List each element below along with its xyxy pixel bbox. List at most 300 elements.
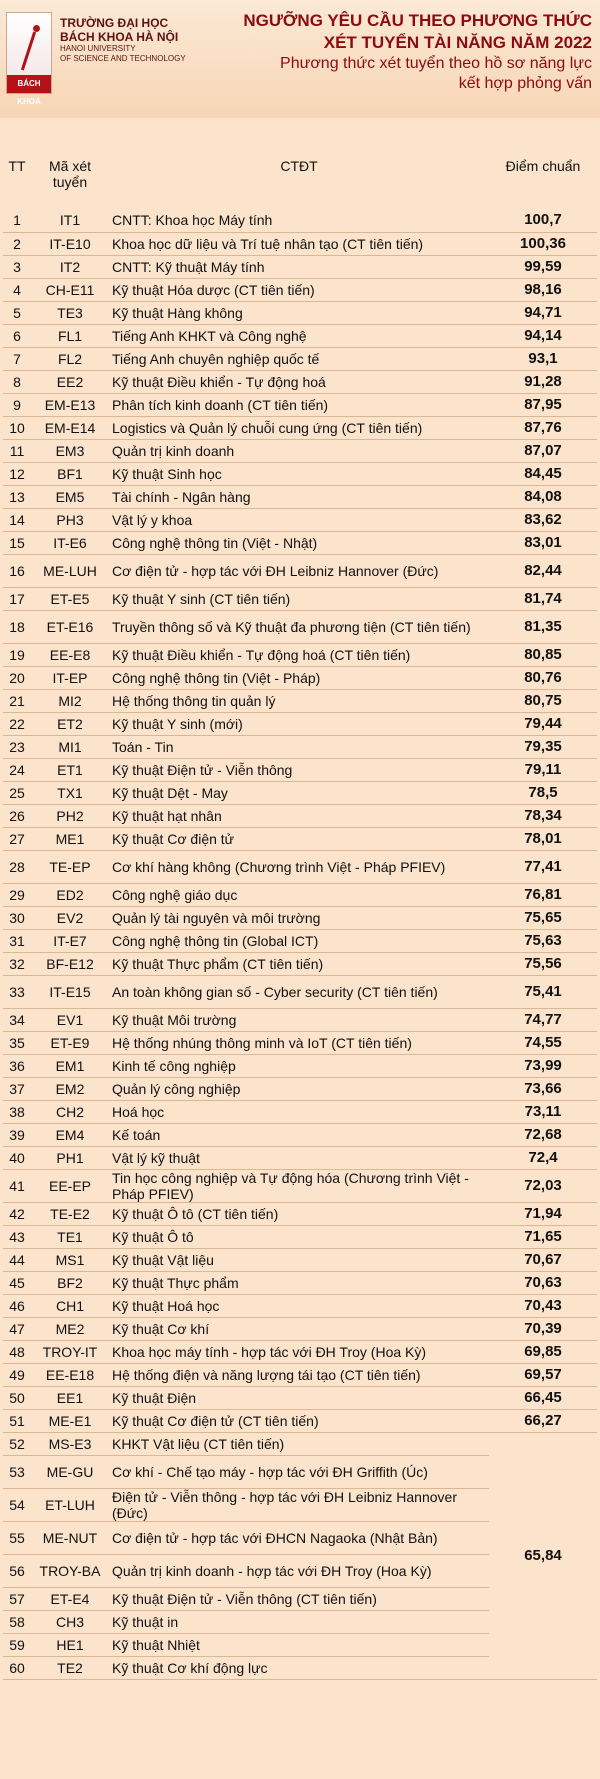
logo-mark-icon <box>17 16 41 23</box>
table-row <box>3 975 597 1008</box>
cell-tt: 9 <box>3 393 31 416</box>
cell-tt: 60 <box>3 1656 31 1679</box>
score-table <box>3 156 597 1680</box>
cell-diem: 94,14 <box>489 324 597 347</box>
cell-diem: 66,45 <box>489 1386 597 1409</box>
cell-tt: 28 <box>3 850 31 883</box>
table-row <box>3 906 597 929</box>
cell-ma: TE2 <box>31 1656 109 1679</box>
cell-tt: 58 <box>3 1610 31 1633</box>
cell-ctdt: Công nghệ thông tin (Việt - Pháp) <box>109 666 489 689</box>
table-row <box>3 324 597 347</box>
table-row <box>3 850 597 883</box>
table-row <box>3 587 597 610</box>
table-row <box>3 1054 597 1077</box>
cell-tt: 56 <box>3 1554 31 1587</box>
cell-diem: 78,01 <box>489 827 597 850</box>
cell-diem: 73,99 <box>489 1054 597 1077</box>
table-row <box>3 485 597 508</box>
table-row <box>3 712 597 735</box>
cell-group-score: 65,84 <box>489 1432 597 1679</box>
cell-ma: ME-GU <box>31 1455 109 1488</box>
cell-ma: IT1 <box>31 209 109 232</box>
cell-tt: 22 <box>3 712 31 735</box>
table-row <box>3 1100 597 1123</box>
cell-tt: 51 <box>3 1409 31 1432</box>
cell-tt: 35 <box>3 1031 31 1054</box>
cell-ma: CH3 <box>31 1610 109 1633</box>
cell-ctdt: Kỹ thuật Điện tử - Viễn thông (CT tiên tiến) <box>109 1587 489 1610</box>
cell-ma: EE2 <box>31 370 109 393</box>
cell-ctdt: Cơ khí - Chế tạo máy - hợp tác với ĐH Griffith (Úc) <box>109 1455 489 1488</box>
cell-ma: IT2 <box>31 255 109 278</box>
cell-ma: MI2 <box>31 689 109 712</box>
cell-tt: 18 <box>3 610 31 643</box>
cell-ma: ME-NUT <box>31 1521 109 1554</box>
table-row <box>3 462 597 485</box>
cell-tt: 39 <box>3 1123 31 1146</box>
cell-ma: PH2 <box>31 804 109 827</box>
cell-tt: 43 <box>3 1225 31 1248</box>
table-row <box>3 531 597 554</box>
cell-ma: EM-E13 <box>31 393 109 416</box>
logo-text: BÁCH KHOA <box>7 75 51 93</box>
table-row <box>3 301 597 324</box>
cell-ma: CH-E11 <box>31 278 109 301</box>
cell-diem: 81,74 <box>489 587 597 610</box>
school-line-4: OF SCIENCE AND TECHNOLOGY <box>60 54 186 63</box>
cell-diem: 80,85 <box>489 643 597 666</box>
cell-tt: 14 <box>3 508 31 531</box>
cell-diem: 75,41 <box>489 975 597 1008</box>
cell-tt: 15 <box>3 531 31 554</box>
cell-tt: 49 <box>3 1363 31 1386</box>
cell-tt: 52 <box>3 1432 31 1455</box>
cell-tt: 36 <box>3 1054 31 1077</box>
cell-diem: 83,62 <box>489 508 597 531</box>
cell-ma: TX1 <box>31 781 109 804</box>
school-line-1: TRƯỜNG ĐẠI HỌC <box>60 16 169 30</box>
table-row <box>3 781 597 804</box>
cell-ma: TE1 <box>31 1225 109 1248</box>
cell-ma: ET-E9 <box>31 1031 109 1054</box>
cell-diem: 76,81 <box>489 883 597 906</box>
cell-ctdt: Tiếng Anh KHKT và Công nghệ <box>109 324 489 347</box>
cell-ctdt: An toàn không gian số - Cyber security (CT tiên tiến) <box>109 975 489 1008</box>
cell-diem: 100,7 <box>489 209 597 232</box>
cell-ma: CH2 <box>31 1100 109 1123</box>
cell-diem: 73,66 <box>489 1077 597 1100</box>
cell-ctdt: Kỹ thuật in <box>109 1610 489 1633</box>
table-row <box>3 804 597 827</box>
cell-diem: 84,08 <box>489 485 597 508</box>
cell-tt: 59 <box>3 1633 31 1656</box>
cell-ma: ET-E5 <box>31 587 109 610</box>
cell-diem: 77,41 <box>489 850 597 883</box>
table-header-row <box>3 156 597 209</box>
cell-ma: EE1 <box>31 1386 109 1409</box>
table-row <box>3 347 597 370</box>
table-row <box>3 416 597 439</box>
cell-tt: 42 <box>3 1202 31 1225</box>
cell-tt: 40 <box>3 1146 31 1169</box>
cell-tt: 34 <box>3 1008 31 1031</box>
table-row <box>3 758 597 781</box>
cell-ctdt: Cơ khí hàng không (Chương trình Việt - Pháp PFIEV) <box>109 850 489 883</box>
cell-ctdt: Hoá học <box>109 1100 489 1123</box>
table-row <box>3 689 597 712</box>
cell-ctdt: Kỹ thuật Thực phẩm (CT tiên tiến) <box>109 952 489 975</box>
cell-diem: 69,57 <box>489 1363 597 1386</box>
cell-tt: 45 <box>3 1271 31 1294</box>
cell-diem: 72,03 <box>489 1169 597 1202</box>
header-banner <box>0 0 600 118</box>
cell-ma: MS-E3 <box>31 1432 109 1455</box>
school-line-2: BÁCH KHOA HÀ NỘI <box>60 30 179 44</box>
cell-ma: ET-E4 <box>31 1587 109 1610</box>
cell-ma: MI1 <box>31 735 109 758</box>
cell-tt: 46 <box>3 1294 31 1317</box>
cell-diem: 81,35 <box>489 610 597 643</box>
cell-diem: 74,55 <box>489 1031 597 1054</box>
table-row <box>3 1146 597 1169</box>
table-row <box>3 255 597 278</box>
cell-ctdt: Kỹ thuật Cơ khí <box>109 1317 489 1340</box>
cell-ctdt: Kỹ thuật Cơ khí động lực <box>109 1656 489 1679</box>
cell-diem: 78,34 <box>489 804 597 827</box>
cell-ctdt: Kỹ thuật Cơ điện tử <box>109 827 489 850</box>
cell-ma: EV1 <box>31 1008 109 1031</box>
table-row <box>3 1248 597 1271</box>
cell-ma: EM5 <box>31 485 109 508</box>
cell-ma: TE3 <box>31 301 109 324</box>
cell-ctdt: Tài chính - Ngân hàng <box>109 485 489 508</box>
cell-ma: EM-E14 <box>31 416 109 439</box>
cell-ctdt: KHKT Vật liệu (CT tiên tiến) <box>109 1432 489 1455</box>
cell-ctdt: Quản lý công nghiệp <box>109 1077 489 1100</box>
cell-tt: 5 <box>3 301 31 324</box>
cell-tt: 32 <box>3 952 31 975</box>
cell-ma: IT-E6 <box>31 531 109 554</box>
table-row <box>3 827 597 850</box>
cell-tt: 19 <box>3 643 31 666</box>
cell-ma: EE-EP <box>31 1169 109 1202</box>
table-row <box>3 952 597 975</box>
cell-tt: 7 <box>3 347 31 370</box>
cell-tt: 11 <box>3 439 31 462</box>
cell-ctdt: Kỹ thuật Thực phẩm <box>109 1271 489 1294</box>
cell-ctdt: Hệ thống nhúng thông minh và IoT (CT tiên tiến) <box>109 1031 489 1054</box>
table-row <box>3 1317 597 1340</box>
cell-tt: 50 <box>3 1386 31 1409</box>
table-row <box>3 1409 597 1432</box>
cell-ctdt: Tin học công nghiệp và Tự động hóa (Chương trình Việt - Pháp PFIEV) <box>109 1169 489 1202</box>
table-row <box>3 209 597 232</box>
cell-ma: ET1 <box>31 758 109 781</box>
cell-ma: CH1 <box>31 1294 109 1317</box>
cell-ctdt: Kỹ thuật Hàng không <box>109 301 489 324</box>
cell-tt: 4 <box>3 278 31 301</box>
cell-ctdt: Kỹ thuật Sinh học <box>109 462 489 485</box>
table-row <box>3 929 597 952</box>
table-row <box>3 1077 597 1100</box>
cell-ctdt: Kỹ thuật Dệt - May <box>109 781 489 804</box>
cell-diem: 100,36 <box>489 232 597 255</box>
cell-diem: 70,67 <box>489 1248 597 1271</box>
cell-diem: 66,27 <box>489 1409 597 1432</box>
table-row <box>3 393 597 416</box>
cell-ctdt: Khoa học dữ liệu và Trí tuệ nhân tạo (CT tiên tiến) <box>109 232 489 255</box>
cell-tt: 48 <box>3 1340 31 1363</box>
table-row <box>3 1386 597 1409</box>
title-block <box>202 10 592 94</box>
table-row <box>3 1169 597 1202</box>
cell-ma: ED2 <box>31 883 109 906</box>
subtitle-line-1: Phương thức xét tuyển theo hồ sơ năng lực <box>280 55 592 72</box>
table-row <box>3 1225 597 1248</box>
cell-ma: EE-E8 <box>31 643 109 666</box>
cell-ctdt: Kế toán <box>109 1123 489 1146</box>
cell-ctdt: Kỹ thuật Hóa dược (CT tiên tiến) <box>109 278 489 301</box>
cell-tt: 13 <box>3 485 31 508</box>
cell-diem: 87,07 <box>489 439 597 462</box>
cell-tt: 23 <box>3 735 31 758</box>
table-row <box>3 278 597 301</box>
cell-diem: 70,39 <box>489 1317 597 1340</box>
cell-ctdt: Cơ điện tử - hợp tác với ĐHCN Nagaoka (Nhật Bản) <box>109 1521 489 1554</box>
cell-ctdt: Kỹ thuật Cơ điện tử (CT tiên tiến) <box>109 1409 489 1432</box>
cell-tt: 17 <box>3 587 31 610</box>
cell-diem: 79,35 <box>489 735 597 758</box>
table-row <box>3 439 597 462</box>
header-diem: Điểm chuẩn <box>505 158 581 174</box>
cell-ma: EM4 <box>31 1123 109 1146</box>
cell-ma: ET-LUH <box>31 1488 109 1521</box>
cell-ma: EE-E18 <box>31 1363 109 1386</box>
cell-ma: FL2 <box>31 347 109 370</box>
cell-ma: ET2 <box>31 712 109 735</box>
cell-ma: PH3 <box>31 508 109 531</box>
cell-ctdt: Cơ điện tử - hợp tác với ĐH Leibniz Hannover (Đức) <box>109 554 489 587</box>
cell-diem: 75,63 <box>489 929 597 952</box>
table-row <box>3 610 597 643</box>
cell-tt: 25 <box>3 781 31 804</box>
cell-diem: 74,77 <box>489 1008 597 1031</box>
cell-diem: 78,5 <box>489 781 597 804</box>
header-tt: TT <box>8 158 26 174</box>
cell-ma: EM1 <box>31 1054 109 1077</box>
cell-diem: 70,63 <box>489 1271 597 1294</box>
cell-ctdt: Phân tích kinh doanh (CT tiên tiến) <box>109 393 489 416</box>
cell-ma: ME-LUH <box>31 554 109 587</box>
table-row <box>3 508 597 531</box>
cell-diem: 80,76 <box>489 666 597 689</box>
cell-ctdt: Truyền thông số và Kỹ thuật đa phương tiện (CT tiên tiến) <box>109 610 489 643</box>
cell-diem: 79,11 <box>489 758 597 781</box>
cell-tt: 37 <box>3 1077 31 1100</box>
cell-ma: BF2 <box>31 1271 109 1294</box>
header-ma: Mã xét tuyển <box>48 158 91 190</box>
table-row <box>3 1363 597 1386</box>
cell-ma: FL1 <box>31 324 109 347</box>
cell-ctdt: Công nghệ thông tin (Việt - Nhật) <box>109 531 489 554</box>
cell-ctdt: Kỹ thuật Điện <box>109 1386 489 1409</box>
cell-ma: EV2 <box>31 906 109 929</box>
cell-tt: 8 <box>3 370 31 393</box>
cell-diem: 94,71 <box>489 301 597 324</box>
cell-ctdt: Toán - Tin <box>109 735 489 758</box>
cell-diem: 99,59 <box>489 255 597 278</box>
cell-ctdt: Quản trị kinh doanh - hợp tác với ĐH Troy (Hoa Kỳ) <box>109 1554 489 1587</box>
cell-tt: 55 <box>3 1521 31 1554</box>
table-row <box>3 232 597 255</box>
cell-tt: 24 <box>3 758 31 781</box>
cell-diem: 87,76 <box>489 416 597 439</box>
cell-ctdt: Kỹ thuật hạt nhân <box>109 804 489 827</box>
cell-diem: 79,44 <box>489 712 597 735</box>
cell-diem: 70,43 <box>489 1294 597 1317</box>
table-row <box>3 1294 597 1317</box>
cell-diem: 71,94 <box>489 1202 597 1225</box>
cell-tt: 44 <box>3 1248 31 1271</box>
university-logo <box>6 12 52 106</box>
cell-ctdt: Công nghệ giáo dục <box>109 883 489 906</box>
cell-ctdt: Hệ thống điện và năng lượng tái tạo (CT tiên tiến) <box>109 1363 489 1386</box>
table-row <box>3 1008 597 1031</box>
cell-tt: 54 <box>3 1488 31 1521</box>
cell-ma: HE1 <box>31 1633 109 1656</box>
cell-ctdt: Kỹ thuật Điều khiển - Tự động hoá (CT tiên tiến) <box>109 643 489 666</box>
cell-diem: 71,65 <box>489 1225 597 1248</box>
cell-ma: ME-E1 <box>31 1409 109 1432</box>
cell-ctdt: CNTT: Kỹ thuật Máy tính <box>109 255 489 278</box>
cell-ma: TE-E2 <box>31 1202 109 1225</box>
cell-ma: TROY-IT <box>31 1340 109 1363</box>
cell-ctdt: Kỹ thuật Nhiệt <box>109 1633 489 1656</box>
cell-diem: 82,44 <box>489 554 597 587</box>
cell-tt: 33 <box>3 975 31 1008</box>
cell-ctdt: Kỹ thuật Ô tô <box>109 1225 489 1248</box>
school-name <box>60 16 210 64</box>
cell-tt: 12 <box>3 462 31 485</box>
cell-tt: 41 <box>3 1169 31 1202</box>
cell-tt: 1 <box>3 209 31 232</box>
table-row <box>3 666 597 689</box>
cell-tt: 47 <box>3 1317 31 1340</box>
table-row <box>3 1202 597 1225</box>
cell-ctdt: Kinh tế công nghiệp <box>109 1054 489 1077</box>
cell-diem: 75,56 <box>489 952 597 975</box>
cell-ma: ME2 <box>31 1317 109 1340</box>
table-row <box>3 1031 597 1054</box>
cell-diem: 87,95 <box>489 393 597 416</box>
cell-diem: 72,68 <box>489 1123 597 1146</box>
cell-tt: 31 <box>3 929 31 952</box>
cell-ctdt: Kỹ thuật Điều khiển - Tự động hoá <box>109 370 489 393</box>
cell-ma: EM3 <box>31 439 109 462</box>
cell-ctdt: Vật lý kỹ thuật <box>109 1146 489 1169</box>
table-row <box>3 370 597 393</box>
table-row <box>3 554 597 587</box>
cell-ma: IT-E15 <box>31 975 109 1008</box>
cell-ctdt: Vật lý y khoa <box>109 508 489 531</box>
cell-tt: 16 <box>3 554 31 587</box>
cell-ctdt: Kỹ thuật Điện tử - Viễn thông <box>109 758 489 781</box>
cell-ma: IT-E10 <box>31 232 109 255</box>
cell-diem: 98,16 <box>489 278 597 301</box>
cell-tt: 3 <box>3 255 31 278</box>
cell-tt: 20 <box>3 666 31 689</box>
table-row <box>3 1271 597 1294</box>
cell-ctdt: Kỹ thuật Hoá học <box>109 1294 489 1317</box>
cell-ctdt: Kỹ thuật Môi trường <box>109 1008 489 1031</box>
cell-ma: PH1 <box>31 1146 109 1169</box>
cell-tt: 38 <box>3 1100 31 1123</box>
cell-ctdt: Logistics và Quản lý chuỗi cung ứng (CT tiên tiến) <box>109 416 489 439</box>
cell-diem: 91,28 <box>489 370 597 393</box>
table-row <box>3 883 597 906</box>
cell-ma: TROY-BA <box>31 1554 109 1587</box>
cell-diem: 80,75 <box>489 689 597 712</box>
cell-tt: 29 <box>3 883 31 906</box>
cell-ma: EM2 <box>31 1077 109 1100</box>
cell-ctdt: Kỹ thuật Vật liệu <box>109 1248 489 1271</box>
cell-ctdt: Kỹ thuật Y sinh (CT tiên tiến) <box>109 587 489 610</box>
title-line-2: XÉT TUYỂN TÀI NĂNG NĂM 2022 <box>323 33 592 52</box>
cell-ctdt: Công nghệ thông tin (Global ICT) <box>109 929 489 952</box>
cell-ma: ME1 <box>31 827 109 850</box>
table-row <box>3 643 597 666</box>
cell-ctdt: Quản trị kinh doanh <box>109 439 489 462</box>
cell-tt: 26 <box>3 804 31 827</box>
cell-diem: 72,4 <box>489 1146 597 1169</box>
cell-ctdt: Hệ thống thông tin quản lý <box>109 689 489 712</box>
cell-tt: 2 <box>3 232 31 255</box>
cell-ma: MS1 <box>31 1248 109 1271</box>
subtitle-line-2: kết hợp phỏng vấn <box>458 75 592 92</box>
cell-ma: IT-EP <box>31 666 109 689</box>
cell-tt: 27 <box>3 827 31 850</box>
cell-diem: 75,65 <box>489 906 597 929</box>
cell-diem: 69,85 <box>489 1340 597 1363</box>
cell-ctdt: Điện tử - Viễn thông - hợp tác với ĐH Leibniz Hannover (Đức) <box>109 1488 489 1521</box>
title-line-1: NGƯỠNG YÊU CẦU THEO PHƯƠNG THỨC <box>243 11 592 30</box>
header-ctdt: CTĐT <box>280 158 318 174</box>
cell-tt: 57 <box>3 1587 31 1610</box>
cell-diem: 84,45 <box>489 462 597 485</box>
table-row <box>3 1123 597 1146</box>
cell-ma: BF1 <box>31 462 109 485</box>
cell-ctdt: Khoa học máy tính - hợp tác với ĐH Troy (Hoa Kỳ) <box>109 1340 489 1363</box>
cell-diem: 93,1 <box>489 347 597 370</box>
cell-tt: 6 <box>3 324 31 347</box>
cell-tt: 30 <box>3 906 31 929</box>
cell-tt: 21 <box>3 689 31 712</box>
table-row <box>3 735 597 758</box>
cell-ctdt: Quản lý tài nguyên và môi trường <box>109 906 489 929</box>
cell-ma: IT-E7 <box>31 929 109 952</box>
cell-ma: ET-E16 <box>31 610 109 643</box>
cell-ma: TE-EP <box>31 850 109 883</box>
table-row <box>3 1432 597 1455</box>
table-row <box>3 1340 597 1363</box>
cell-tt: 53 <box>3 1455 31 1488</box>
cell-ctdt: Kỹ thuật Y sinh (mới) <box>109 712 489 735</box>
cell-ctdt: Tiếng Anh chuyên nghiệp quốc tế <box>109 347 489 370</box>
cell-ma: BF-E12 <box>31 952 109 975</box>
cell-ctdt: Kỹ thuật Ô tô (CT tiên tiến) <box>109 1202 489 1225</box>
school-line-3: HANOI UNIVERSITY <box>60 44 136 53</box>
